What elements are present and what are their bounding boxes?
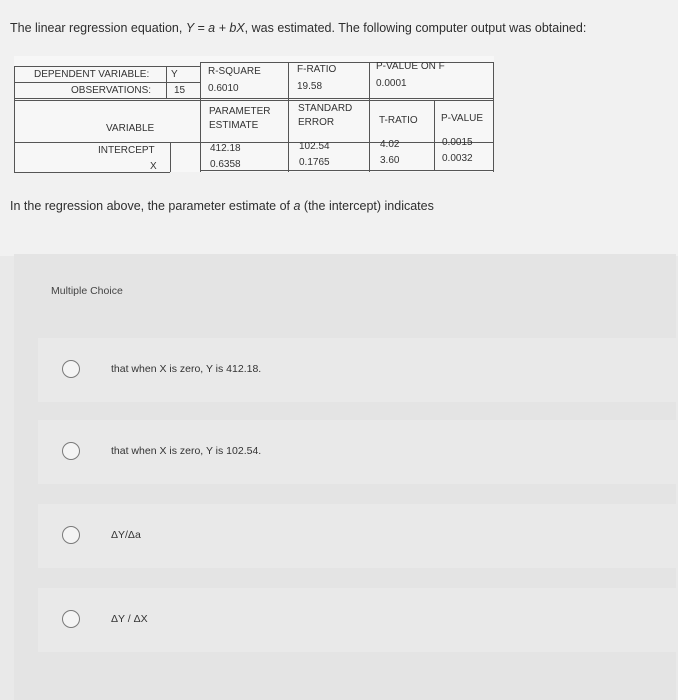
- table-line: [200, 170, 494, 171]
- table-line: [14, 82, 200, 83]
- observations-label: OBSERVATIONS:: [71, 85, 152, 96]
- answer-option-2[interactable]: [38, 420, 676, 484]
- multiple-choice-panel: [14, 254, 676, 700]
- table-cell-std-error: 102.54: [299, 141, 330, 152]
- regression-equation: Y = a + bX: [185, 21, 245, 35]
- multiple-choice-label: Multiple Choice: [51, 285, 123, 297]
- dependent-variable-value: Y: [171, 69, 178, 80]
- radio-button[interactable]: [62, 360, 80, 378]
- r-square-label: R-SQUARE: [208, 66, 261, 77]
- table-line: [14, 100, 494, 101]
- table-line: [14, 66, 200, 67]
- question-symbol: a: [293, 199, 301, 213]
- table-line: [369, 62, 370, 172]
- table-cell-estimate: 0.6358: [210, 159, 241, 170]
- answer-option-text: that when X is zero, Y is 102.54.: [111, 445, 262, 457]
- table-line: [166, 66, 167, 98]
- parameter-estimate-header: ESTIMATE: [209, 120, 259, 131]
- dependent-variable-label: DEPENDENT VARIABLE:: [34, 69, 150, 80]
- answer-option-1[interactable]: [38, 338, 676, 402]
- question-panel: [0, 0, 678, 256]
- radio-button[interactable]: [62, 526, 80, 544]
- table-cell-t-ratio: 4.02: [380, 139, 400, 150]
- standard-error-header: STANDARD: [298, 103, 353, 114]
- p-value-f-label: P-VALUE ON F: [376, 61, 445, 72]
- standard-error-header: ERROR: [298, 117, 335, 128]
- table-line: [14, 142, 494, 143]
- table-cell-t-ratio: 3.60: [380, 155, 400, 166]
- table-line: [200, 62, 201, 172]
- p-value-f-value: 0.0001: [376, 78, 407, 89]
- table-line: [493, 62, 494, 172]
- t-ratio-header: T-RATIO: [379, 115, 418, 126]
- intro-text: [10, 20, 670, 36]
- table-line: [14, 66, 15, 172]
- table-line: [14, 98, 494, 99]
- table-cell-variable: X: [150, 161, 157, 172]
- question-part2: (the intercept) indicates: [300, 199, 434, 213]
- radio-button[interactable]: [62, 442, 80, 460]
- variable-header: VARIABLE: [106, 123, 155, 134]
- table-cell-std-error: 0.1765: [299, 157, 330, 168]
- radio-button[interactable]: [62, 610, 80, 628]
- f-ratio-label: F-RATIO: [297, 64, 337, 75]
- intro-part1: The linear regression equation,: [10, 21, 186, 35]
- parameter-estimate-header: PARAMETER: [209, 106, 271, 117]
- answer-option-3[interactable]: [38, 504, 676, 568]
- table-cell-estimate: 412.18: [210, 143, 241, 154]
- answer-option-text: that when X is zero, Y is 412.18.: [111, 363, 262, 375]
- regression-output-table: [14, 56, 494, 172]
- intro-part2: , was estimated. The following computer output was obtained:: [244, 21, 587, 35]
- table-cell-p-value: 0.0015: [442, 137, 473, 148]
- table-line: [434, 100, 435, 170]
- question-text: [10, 198, 434, 214]
- r-square-value: 0.6010: [208, 83, 239, 94]
- p-value-header: P-VALUE: [441, 113, 484, 124]
- table-line: [14, 172, 170, 173]
- table-line: [200, 62, 494, 63]
- table-line: [288, 62, 289, 172]
- f-ratio-value: 19.58: [297, 81, 323, 92]
- table-cell-variable: INTERCEPT: [98, 145, 155, 156]
- observations-value: 15: [174, 85, 186, 96]
- answer-option-text: ΔY / ΔX: [111, 613, 148, 625]
- answer-option-text: ΔY/Δa: [111, 529, 141, 541]
- question-part1: In the regression above, the parameter estimate of: [10, 199, 294, 213]
- answer-option-4[interactable]: [38, 588, 676, 652]
- table-cell-p-value: 0.0032: [442, 153, 473, 164]
- table-line: [170, 142, 171, 172]
